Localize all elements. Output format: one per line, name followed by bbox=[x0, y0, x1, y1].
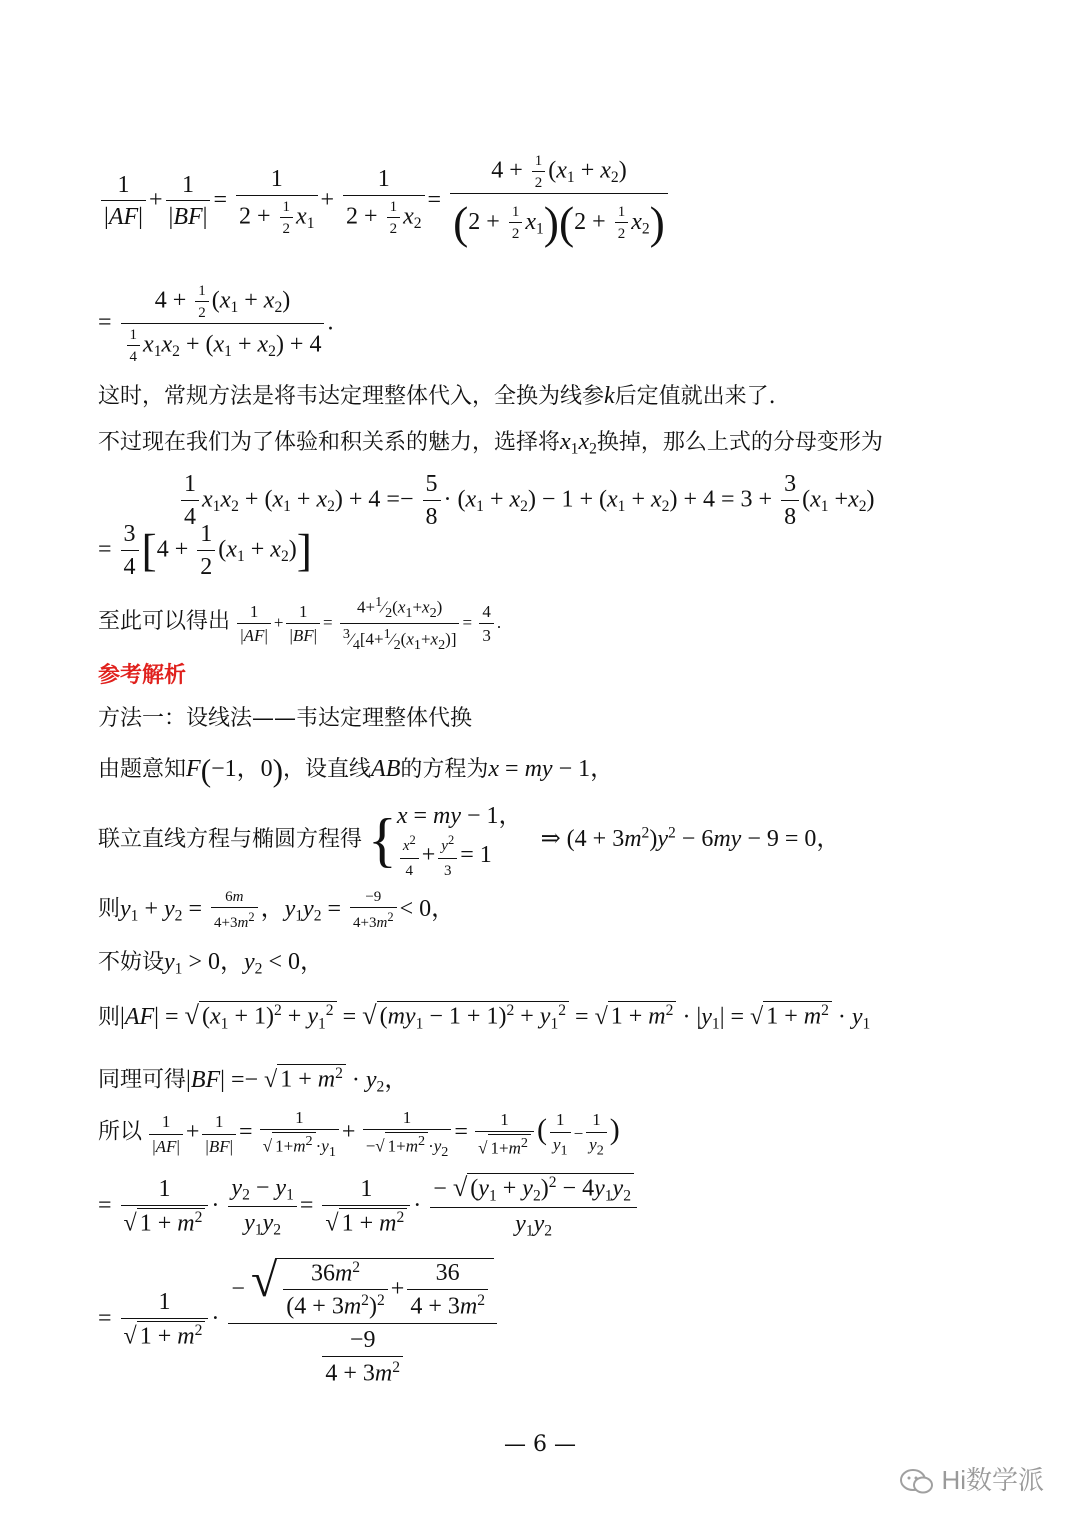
equation-1: $\frac{1}{|AF|}$ + $\frac{1}{|BF|}$ = 1 2 + $\frac{1}{2}$ $x_1$ + 1 2 + $\frac{1}{2}$ $x_2$ = 4 + $\frac{1}{2}$ $(x_1 + x_2)$ (2 + $\frac{1}{2}$ $x_1)(2$ + $\frac{1}{2}$ $x_2$) bbox=[98, 152, 671, 251]
text-line-8: 则|AF| = √ $(x_1 + 1)^2 + y_1^2$ = √ $(my_1 - 1 + 1)^2 + y_1^2$ = √ $1 + m^2 \cdot |y_1|$ = √ $1 + m^2 \cdot y_1$ bbox=[98, 1000, 871, 1033]
text-line-3: 至此可以得出 $\frac{1}{|AF|}$ + $\frac{1}{|BF|}$ = $\frac{4+^1⁄_2(x_1+x_2)}{^3⁄_4[4+^1⁄_2(x_1+x_2)]}$ = $\frac{4}{3}$ . bbox=[98, 594, 502, 654]
text-line-5: 联立直线方程与椭圆方程得 { x = my − 1， $\frac{x^2}{4}$ + $\frac{y^2}{3}$ = 1 ⇒ $(4 + 3m^2)y^2 - 6my - 9 = 0$， bbox=[98, 803, 841, 879]
text-line-7: 不妨设$y_1 > 0$，$y_2 < 0$， bbox=[98, 949, 325, 978]
method-title: 方法一：设线法——韦达定理整体代换 bbox=[98, 706, 473, 731]
text-line-10: 所以 $\frac{1}{|AF|}$ + $\frac{1}{|BF|}$ = $\frac{1}{√ 1+m^2 \cdot y_1}$ + $\frac{1}{-√ 1+m^2 \cdot y_2}$ = $\frac{1}{√ 1+m^2}$ ( $\frac{1}{y_1}$ − $\frac{1}{y_2}$ ) bbox=[98, 1108, 620, 1161]
equation-6: = $\frac{1}{√ 1 + m^2}$ · − √ $\frac{36m^2}{(4 + 3m^2)^2}$ + $\frac{36}{4 + 3m^2}$ $\frac{-9}{4 + 3m^2}$ bbox=[98, 1252, 500, 1388]
equation-4: = $\frac{3}{4}$ [4 + $\frac{1}{2}$ $(x_1 + x_2)$] bbox=[98, 521, 312, 580]
equation-3: $\frac{1}{4}$ $x_1x_2 + (x_1 + x_2) + 4$ =− $\frac{5}{8}$ · $(x_1 + x_2) - 1 + (x_1 + x_2) + 4 = 3$ + $\frac{3}{8}$ $(x_1 +x_2)$ bbox=[178, 470, 875, 532]
text-line-6: 则$y_1 + y_2$ = $\frac{6m}{4+3m^2}$ ，$y_1y_2$ = $\frac{-9}{4+3m^2}$ < 0， bbox=[98, 889, 456, 931]
page-number: — 6 — bbox=[504, 1432, 576, 1457]
equation-5: = $\frac{1}{√ 1 + m^2}$ · $\frac{y_2 - y_1}{y_1y_2}$ = $\frac{1}{√ 1 + m^2}$ · $\frac{- √ (y_1 + y_2)^2 - 4y_1y_2}{y_1y_2}$ bbox=[98, 1172, 640, 1242]
section-heading: 参考解析 bbox=[98, 662, 187, 688]
text-line-1: 这时，常规方法是将韦达定理整体代入，全换为线参k后定值就出来了. bbox=[98, 383, 776, 409]
text-line-4: 由题意知F(−1，0)，设直线AB的方程为x = my − 1， bbox=[98, 753, 615, 788]
equation-2: = 4 + $\frac{1}{2}$ $(x_1 + x_2)$ $\frac{1}{4}$ $x_1x_2 + (x_1 + x_2) + 4$ . bbox=[98, 283, 334, 365]
text-line-2: 不过现在我们为了体验和积关系的魅力，选择将$x_1x_2$换掉，那么上式的分母变形为 bbox=[98, 429, 883, 458]
wechat-icon bbox=[899, 1468, 935, 1496]
text-line-9: 同理可得|BF| =− √ $1 + m^2 \cdot y_2$， bbox=[98, 1065, 409, 1096]
watermark: Hi数学派 bbox=[899, 1460, 1044, 1497]
